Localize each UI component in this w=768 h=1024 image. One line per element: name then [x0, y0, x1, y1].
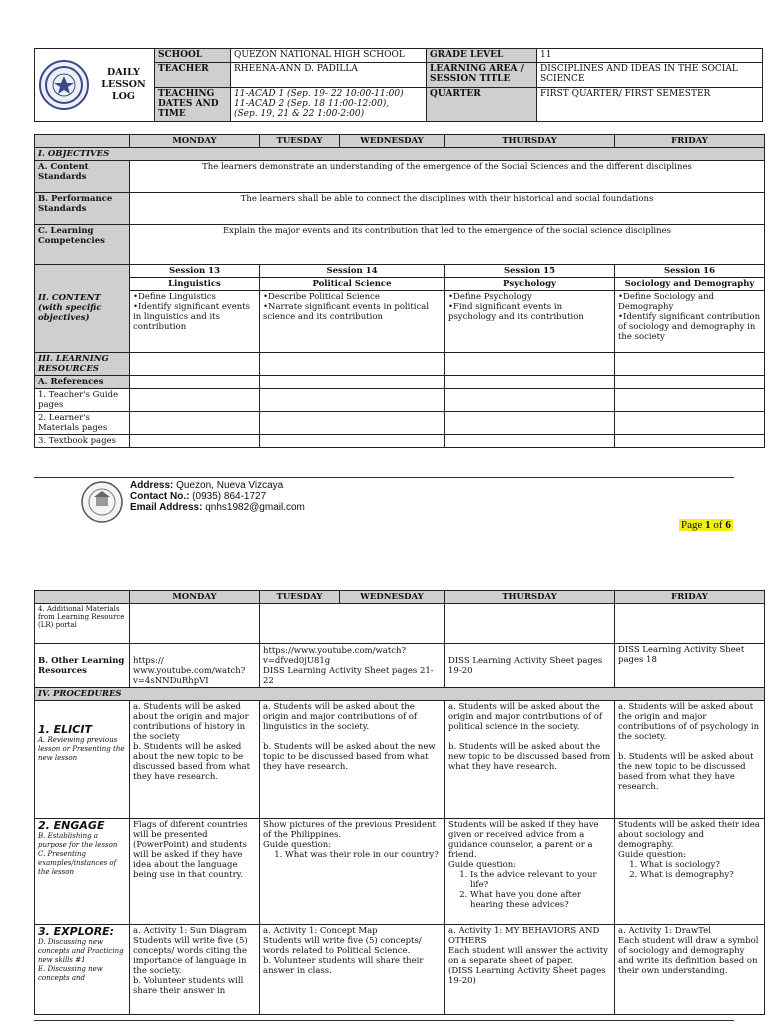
day-header-wednesday: WEDNESDAY	[340, 591, 445, 604]
other-resource-value: DISS Learning Activity Sheet pages 18	[615, 644, 765, 688]
teacher-value: RHEENA-ANN D. PADILLA	[231, 62, 427, 87]
elicit-sub: A. Reviewing previous lesson or Presenting the new lesson	[38, 736, 125, 762]
explore-title: 3. EXPLORE:	[38, 925, 115, 938]
elicit-monday: a. Students will be asked about the origin and major contributions of history in the society b. Students will be asked about the new topic to be discussed based from what they have research.	[130, 701, 260, 819]
session-objectives	[445, 291, 615, 353]
address-value: Quezon, Nueva Vizcaya	[173, 480, 284, 491]
contact-label: Contact No.:	[130, 491, 190, 502]
log-title-line: DAILY	[107, 67, 140, 78]
quarter-label: QUARTER	[427, 87, 537, 121]
explore-sub: D. Discussing new concepts and Practicing new skills #1 E. Discussing new concepts and	[38, 938, 124, 982]
school-label: SCHOOL	[155, 49, 231, 63]
day-header-thursday: THURSDAY	[445, 135, 615, 148]
engage-tuesday: Show pictures of the previous President of the Philippines. Guide question: 1. What was their role in our country?	[260, 819, 445, 925]
session-objectives	[615, 291, 765, 353]
footer-address	[130, 480, 305, 513]
day-header-monday: MONDAY	[130, 591, 260, 604]
guide-question: 1. Is the advice relevant to your life?	[470, 870, 611, 890]
session-objectives	[130, 291, 260, 353]
grade-label: GRADE LEVEL	[427, 49, 537, 63]
explore-thursday: a. Activity 1: MY BEHAVIORS AND OTHERS Each student will answer the activity on a separate sheet of paper. (DISS Learning Activity Sheet pages 19-20)	[445, 925, 615, 1015]
deped-seal-icon	[39, 60, 89, 110]
resources-section: III. LEARNING RESOURCES	[35, 353, 130, 376]
explore-tuesday: a. Activity 1: Concept Map Students will write five (5) concepts/ words related to Political Science. b. Volunteer students will share their answer in class.	[260, 925, 445, 1015]
quarter-value: FIRST QUARTER/ FIRST SEMESTER	[537, 87, 763, 121]
day-header-thursday: THURSDAY	[445, 591, 615, 604]
elicit-friday: a. Students will be asked about the origin and major contributions of of psychology in the society. b. Students will be asked about the new topic to be discussed based from what they have research.	[615, 701, 765, 819]
engage-friday: Students will be asked their idea about sociology and demography. Guide question: 1. What is sociology? 2. What is demography?	[615, 819, 765, 925]
lesson-table-page2	[34, 590, 765, 1015]
area-label: LEARNING AREA / SESSION TITLE	[427, 62, 537, 87]
elicit-thursday: a. Students will be asked about the origin and major contributions of of political science in the society. b. Students will be asked about the new topic to be discussed based from what they have research.	[445, 701, 615, 819]
guide-question: 1. What is sociology?	[640, 860, 761, 870]
elicit-tuesday: a. Students will be asked about the origin and major contributions of of linguistics in the society. b. Students will be asked about the new topic to be discussed based from what they have research.	[260, 701, 445, 819]
session-label: Session 13	[130, 265, 260, 278]
engage-sub: B. Establishing a purpose for the lesson C. Presenting examples/instances of the lesson	[38, 832, 118, 876]
textbook-label: 3. Textbook pages	[35, 435, 130, 448]
email-value: qnhs1982@gmail.com	[202, 502, 305, 513]
dates-label: TEACHING DATES AND TIME	[155, 87, 231, 121]
references-label: A. References	[35, 376, 130, 389]
additional-materials-label: 4. Additional Materials from Learning Resource (LR) portal	[35, 604, 130, 644]
lesson-table-page1	[34, 134, 765, 448]
dates-value	[231, 87, 427, 121]
guide-question: 2. What have you done after hearing these advices?	[470, 890, 611, 910]
explore-friday: a. Activity 1: DrawTel Each student will draw a symbol of sociology and demography and write its definition based on their own understanding.	[615, 925, 765, 1015]
elicit-title: 1. ELICIT	[38, 723, 92, 736]
page-number: Page 1 of 6	[681, 519, 731, 531]
log-title-line: LESSON	[101, 79, 146, 90]
engage-title: 2. ENGAGE	[38, 819, 105, 832]
engage-label	[35, 819, 130, 925]
session-topic: Political Science	[260, 278, 445, 291]
content-standards-label: A. Content Standards	[35, 161, 130, 193]
log-title-line: LOG	[111, 91, 136, 102]
other-resource-value: https:// www.youtube.com/watch? v=4sNNDuRhpVI	[130, 644, 260, 688]
explore-label	[35, 925, 130, 1015]
engage-thursday: Students will be asked if they have given or received advice from a guidance counselor, a parent or a friend. Guide question: 1. Is the advice relevant to your life? 2. What have you done after hearing these advices?	[445, 819, 615, 925]
performance-standards-value: The learners shall be able to connect the disciplines with their historical and social foundations	[130, 193, 765, 225]
learners-materials-label: 2. Learner's Materials pages	[35, 412, 130, 435]
school-value: QUEZON NATIONAL HIGH SCHOOL	[231, 49, 427, 63]
objective-item: •Identify significant events in linguistics and its contribution	[133, 302, 251, 332]
guide-question: 1. What was their role in our country?	[285, 850, 441, 860]
dates-line: 11-ACAD 1 (Sep. 19- 22 10:00-11:00)	[234, 88, 404, 99]
competencies-value: Explain the major events and its contribution that led to the emergence of the social science disciplines	[130, 225, 765, 265]
session-objectives	[260, 291, 445, 353]
objective-item: •Define Sociology and Demography	[618, 292, 715, 312]
day-header-tuesday: TUESDAY	[260, 591, 340, 604]
footer-divider	[34, 1020, 734, 1021]
objective-item: •Define Linguistics	[133, 292, 216, 302]
objective-item: •Identify significant contribution of sociology and demography in the society	[618, 312, 761, 342]
day-header-friday: FRIDAY	[615, 591, 765, 604]
corner-cell	[35, 135, 130, 148]
session-label: Session 15	[445, 265, 615, 278]
session-topic: Linguistics	[130, 278, 260, 291]
footer-divider	[34, 477, 734, 478]
competencies-label: C. Learning Competencies	[35, 225, 130, 265]
other-resource-value: https://www.youtube.com/watch?v=dfved0jU81g DISS Learning Activity Sheet pages 21-22	[260, 644, 445, 688]
session-label: Session 14	[260, 265, 445, 278]
session-label: Session 16	[615, 265, 765, 278]
content-standards-value: The learners demonstrate an understanding of the emergence of the Social Sciences and the different disciplines	[130, 161, 765, 193]
performance-standards-label: B. Performance Standards	[35, 193, 130, 225]
objective-item: •Define Psychology	[448, 292, 532, 302]
header-table	[34, 48, 763, 122]
day-header-wednesday: WEDNESDAY	[340, 135, 445, 148]
engage-monday: Flags of diferent countries will be presented (PowerPoint) and students will be asked if they have idea about the language being use in that country.	[130, 819, 260, 925]
grade-value: 11	[537, 49, 763, 63]
dates-line: (Sep. 19, 21 & 22 1:00-2:00)	[234, 108, 365, 119]
area-value: DISCIPLINES AND IDEAS IN THE SOCIAL SCIENCE	[537, 62, 763, 87]
objectives-section: I. OBJECTIVES	[35, 148, 765, 161]
objective-item: •Narrate significant events in political science and its contribution	[263, 302, 430, 322]
objective-item: •Describe Political Science	[263, 292, 380, 302]
elicit-label	[35, 701, 130, 819]
teacher-label: TEACHER	[155, 62, 231, 87]
session-topic: Psychology	[445, 278, 615, 291]
session-topic: Sociology and Demography	[615, 278, 765, 291]
explore-monday: a. Activity 1: Sun Diagram Students will write five (5) concepts/ words citing the importance of language in the society. b. Volunteer students will share their answer in	[130, 925, 260, 1015]
dates-line: 11-ACAD 2 (Sep. 18 11:00-12:00),	[234, 98, 390, 109]
other-resource-value: DISS Learning Activity Sheet pages 19-20	[445, 644, 615, 688]
day-header-monday: MONDAY	[130, 135, 260, 148]
procedures-section: IV. PROCEDURES	[35, 688, 765, 701]
content-label: II. CONTENT (with specific objectives)	[35, 265, 130, 353]
day-header-friday: FRIDAY	[615, 135, 765, 148]
email-label: Email Address:	[130, 502, 203, 513]
objective-item: •Find significant events in psychology and its contribution	[448, 302, 584, 322]
teachers-guide-label: 1. Teacher's Guide pages	[35, 389, 130, 412]
school-seal-icon	[80, 480, 124, 524]
other-resources-label: B. Other Learning Resources	[35, 644, 130, 688]
day-header-tuesday: TUESDAY	[260, 135, 340, 148]
guide-question: 2. What is demography?	[640, 870, 761, 880]
contact-value: (0935) 864-1727	[189, 491, 267, 502]
log-title-cell	[35, 49, 155, 122]
address-label: Address:	[130, 480, 174, 491]
